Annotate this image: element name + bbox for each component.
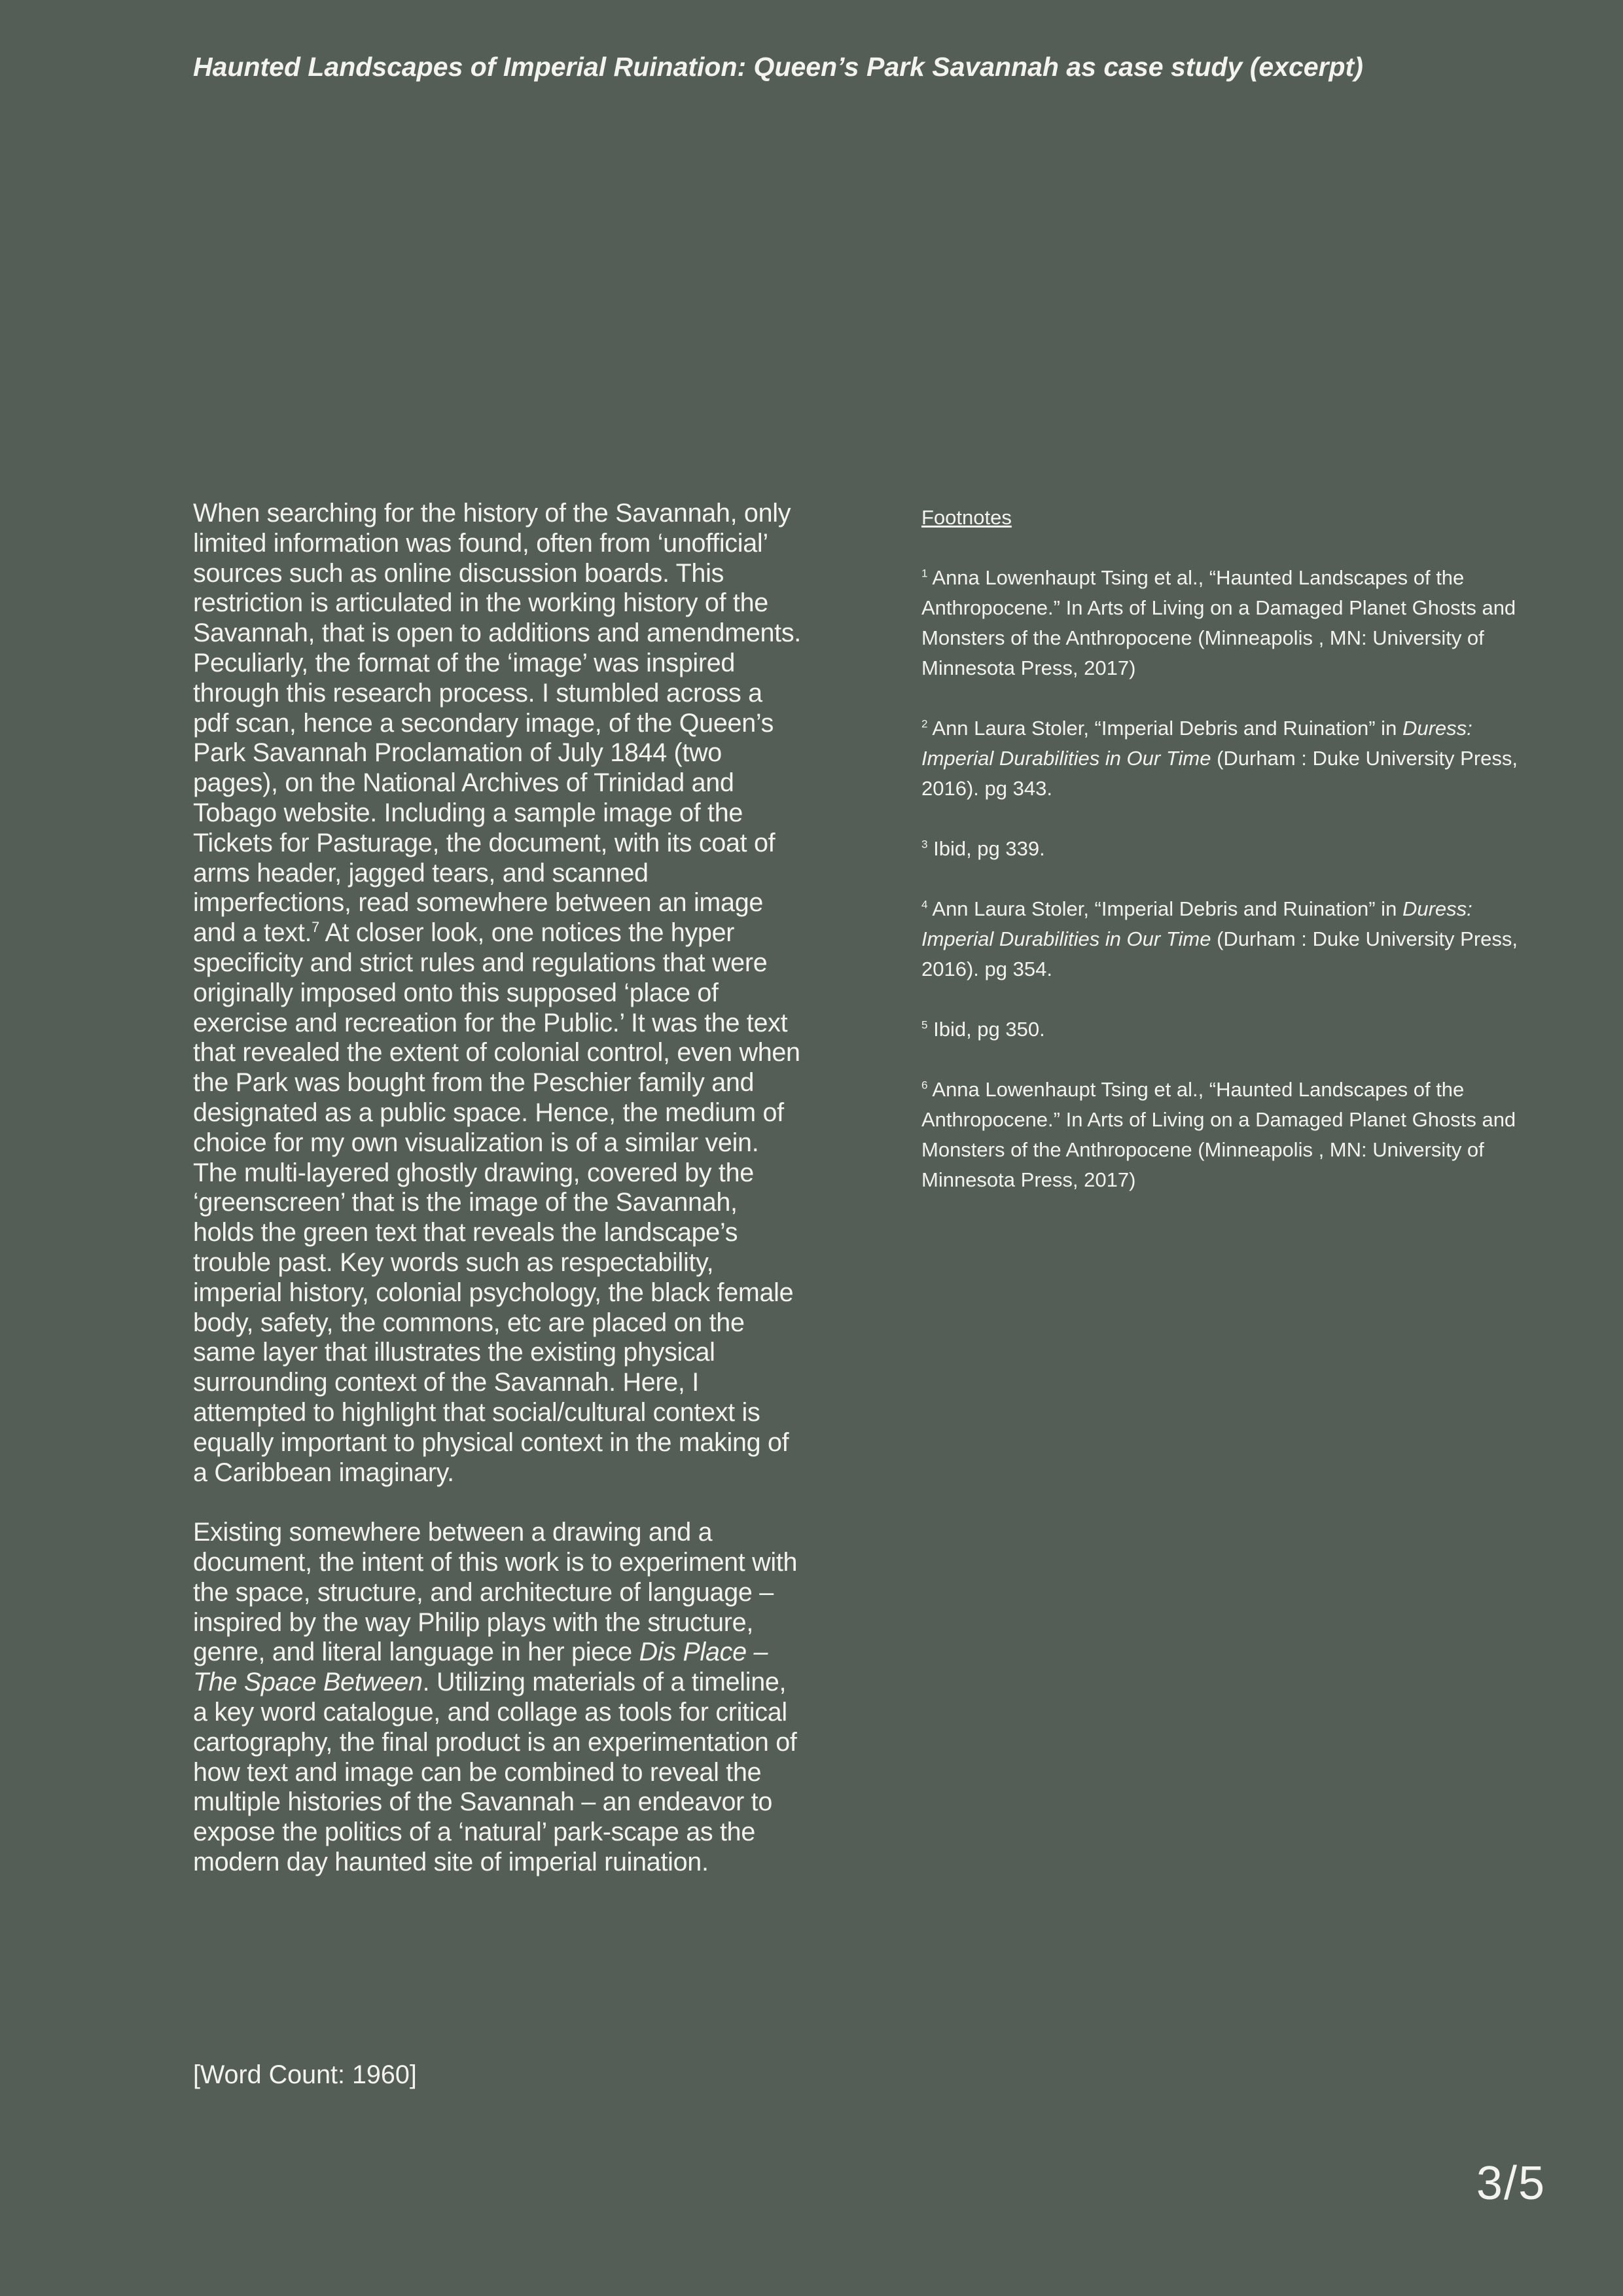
document-title: Haunted Landscapes of Imperial Ruination: Queen’s Park Savannah as case study (excerpt) (193, 52, 1363, 82)
footnote-text-end: (Durham : Duke University Press, 2016). pg 343. (921, 747, 1518, 800)
footnote-number: 1 (921, 567, 928, 580)
footnote-text: Ibid, pg 339. (927, 837, 1045, 860)
paragraph-1-text-a: When searching for the history of the Savannah, only limited information was found, often from ‘unofficial’ sources such as online discussion boards. This restriction is articulated in the working history of the Savannah, that is open to additions and amendments. Peculiarly, the format of the ‘image’ was inspired through this research process. I stumbled across a pdf scan, hence a secondary image, of the Queen’s Park Savannah Proclamation of July 1844 (two pages), on the National Archives of Trinidad and Tobago website. Including a sample image of the Tickets for Pasturage, the document, with its coat of arms header, jagged tears, and scanned imperfections, read somewhere between an image and a text. (193, 499, 801, 948)
footnotes-section (921, 503, 1524, 1225)
footnote-text-end: (Durham : Duke University Press, 2016). pg 354. (921, 927, 1518, 980)
footnote-3 (921, 834, 1524, 864)
footnote-number: 5 (921, 1018, 928, 1031)
paragraph-2-text-b: . Utilizing materials of a timeline, a key word catalogue, and collage as tools for critical cartography, the final product is an experimentation of how text and image can be combined to reveal the multiple histories of the Savannah – an endeavor to expose the politics of a ‘natural’ park-scape as the modern day haunted site of imperial ruination. (193, 1668, 797, 1877)
footnote-book-title: Duress: Imperial Durabilities in Our Time (921, 717, 1472, 770)
footnote-number: 6 (921, 1079, 928, 1092)
paragraph-1-text-b: At closer look, one notices the hyper specificity and strict rules and regulations that were originally imposed onto this supposed ‘place of exercise and recreation for the Public.’ It was the text that revealed the extent of colonial control, even when the Park was bought from the Peschier family and designated as a public space. Hence, the medium of choice for my own visualization is of a similar vein. The multi-layered ghostly drawing, covered by the ‘greenscreen’ that is the image of the Savannah, holds the green text that reveals the landscape’s trouble past. Key words such as respectability, imperial history, colonial psychology, the black female body, safety, the commons, etc are placed on the same layer that illustrates the existing physical surrounding context of the Savannah. Here, I attempted to highlight that social/cultural context is equally important to physical context in the making of a Caribbean imaginary. (193, 918, 800, 1487)
footnote-6 (921, 1075, 1524, 1195)
footnote-text: Ibid, pg 350. (927, 1018, 1045, 1041)
paragraph-2-work-title: Dis Place – The Space Between (193, 1638, 768, 1697)
footnote-5 (921, 1014, 1524, 1045)
footnotes-heading: Footnotes (921, 506, 1012, 529)
word-count: [Word Count: 1960] (193, 2060, 417, 2089)
footnote-number: 3 (921, 838, 928, 851)
paragraph-2-text-a: Existing somewhere between a drawing and a document, the intent of this work is to experiment with the space, structure, and architecture of language – inspired by the way Philip plays with the structure, genre, and literal language in her piece (193, 1518, 798, 1667)
footnote-1 (921, 563, 1524, 683)
footnote-text: Ann Laura Stoler, “Imperial Debris and Ruination” in (927, 897, 1402, 920)
body-paragraph-1 (193, 499, 802, 1488)
footnote-ref-7: 7 (312, 919, 319, 935)
footnote-number: 4 (921, 898, 928, 911)
footnote-2 (921, 713, 1524, 804)
footnote-text: Ann Laura Stoler, “Imperial Debris and Ruination” in (927, 717, 1402, 740)
main-text-column (193, 499, 802, 1908)
footnote-text: Anna Lowenhaupt Tsing et al., “Haunted Landscapes of the Anthropocene.” In Arts of Living on a Damaged Planet Ghosts and Monsters of the Anthropocene (Minneapolis , MN: University of Minnesota Press, 2017) (921, 1078, 1516, 1191)
footnote-number: 2 (921, 717, 928, 730)
footnote-4 (921, 894, 1524, 984)
body-paragraph-2 (193, 1518, 802, 1878)
footnote-text: Anna Lowenhaupt Tsing et al., “Haunted Landscapes of the Anthropocene.” In Arts of Living on a Damaged Planet Ghosts and Monsters of the Anthropocene (Minneapolis , MN: University of Minnesota Press, 2017) (921, 566, 1516, 679)
footnote-book-title: Duress: Imperial Durabilities in Our Time (921, 897, 1472, 950)
page-number: 3/5 (1476, 2157, 1546, 2210)
